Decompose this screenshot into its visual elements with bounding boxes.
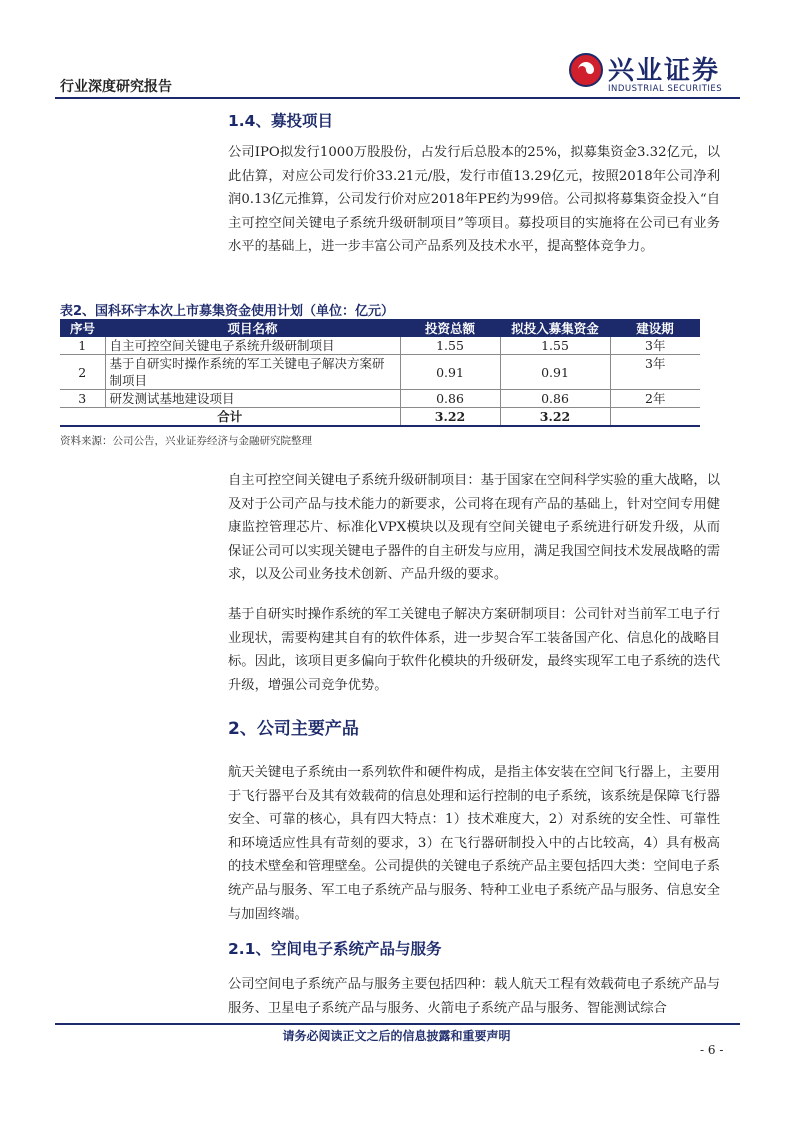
row-total-investment: 0.86 <box>400 390 500 408</box>
row-index: 1 <box>60 337 105 355</box>
footer-disclaimer: 请务必阅读正文之后的信息披露和重要声明 <box>282 1029 511 1043</box>
project-2-description: 基于自研实时操作系统的军工关键电子解决方案研制项目：公司针对当前军工电子行业现状，需要构建其自有的软件体系，进一步契合军工装备国产化、信息化的战略目标。因此，该项目更多偏向于软件化模块的升级研发，最终实现军工电子系统的迭代升级，增强公司竞争优势。 <box>228 607 720 693</box>
table-row <box>60 390 700 408</box>
total-build-period <box>610 408 700 427</box>
section-2-paragraph: 航天关键电子系统由一系列软件和硬件构成，是指主体安装在空间飞行器上，主要用于飞行器平台及其有效载荷的信息处理和运行控制的电子系统，该系统是保障飞行器安全、可靠的核心，具有四大特点：1）技术难度大，2）对系统的安全性、可靠性和环境适应性具有苛刻的要求，3）在飞行器研制投入中的占比较高，4）具有极高的技术壁垒和管理壁垒。公司提供的关键电子系统产品主要包括四大类：空间电子系统产品与服务、军工电子系统产品与服务、特种工业电子系统产品与服务、信息安全与加固终端。 <box>228 765 720 922</box>
table-title: 表2、国科环宇本次上市募集资金使用计划（单位：亿元） <box>60 304 395 319</box>
row-index: 3 <box>60 390 105 408</box>
col-header-index: 序号 <box>60 319 105 337</box>
logo-english: INDUSTRIAL SECURITIES <box>608 84 723 94</box>
row-project-name: 研发测试基地建设项目 <box>105 390 400 408</box>
row-build-period: 3年 <box>610 355 700 390</box>
table-total-row <box>60 408 700 427</box>
table-source-note: 资料来源：公司公告，兴业证券经济与金融研究院整理 <box>60 435 312 447</box>
table-row <box>60 355 700 390</box>
row-raised-funds: 0.91 <box>500 355 610 390</box>
table-header-row <box>60 319 700 337</box>
fund-usage-table <box>60 319 700 427</box>
section-title-2: 2、公司主要产品 <box>228 719 359 739</box>
col-header-project: 项目名称 <box>105 319 400 337</box>
col-header-total-investment: 投资总额 <box>400 319 500 337</box>
row-build-period: 2年 <box>610 390 700 408</box>
logo-mark-icon <box>568 52 604 88</box>
section-title-2-1: 2.1、空间电子系统产品与服务 <box>228 940 442 958</box>
row-raised-funds: 1.55 <box>500 337 610 355</box>
row-raised-funds: 0.86 <box>500 390 610 408</box>
row-total-investment: 1.55 <box>400 337 500 355</box>
project-1-description: 自主可控空间关键电子系统升级研制项目：基于国家在空间科学实验的重大战略，以及对于公司产品与技术能力的新要求，公司将在现有产品的基础上，针对空间专用健康监控管理芯片、标准化VPX模块以及现有空间关键电子系统进行研发升级，从而保证公司可以实现关键电子器件的自主研发与应用，满足我国空间技术发展战略的需求，以及公司业务技术创新、产品升级的要求。 <box>228 473 720 583</box>
footer-divider <box>55 1023 740 1025</box>
page-number: - 6 - <box>700 1043 724 1057</box>
col-header-raised-funds: 拟投入募集资金 <box>500 319 610 337</box>
row-project-name: 基于自研实时操作系统的军工关键电子解决方案研制项目 <box>105 355 400 390</box>
row-build-period: 3年 <box>610 337 700 355</box>
total-label: 合计 <box>60 408 400 427</box>
col-header-build-period: 建设期 <box>610 319 700 337</box>
company-logo <box>568 50 738 100</box>
header-divider <box>55 97 740 99</box>
logo-chinese: 兴业证券 <box>608 56 721 86</box>
section-1-4-paragraph: 公司IPO拟发行1000万股股份，占发行后总股本的25%，拟募集资金3.32亿元，以此估算，对应公司发行价33.21元/股，发行市值13.29亿元，按照2018年公司净利润0.13亿元推算，公司发行价对应2018年PE约为99倍。公司拟将募集资金投入“自主可控空间关键电子系统升级研制项目”等项目。募投项目的实施将在公司已有业务水平的基础上，进一步丰富公司产品系列及技术水平，提高整体竞争力。 <box>228 145 720 255</box>
report-type-label: 行业深度研究报告 <box>60 79 172 95</box>
row-project-name: 自主可控空间关键电子系统升级研制项目 <box>105 337 400 355</box>
section-title-1-4: 1.4、募投项目 <box>228 112 333 130</box>
table-row <box>60 337 700 355</box>
row-total-investment: 0.91 <box>400 355 500 390</box>
total-investment: 3.22 <box>400 408 500 427</box>
row-index: 2 <box>60 355 105 390</box>
section-2-1-paragraph: 公司空间电子系统产品与服务主要包括四种：载人航天工程有效载荷电子系统产品与服务、卫星电子系统产品与服务、火箭电子系统产品与服务、智能测试综合 <box>228 977 720 1016</box>
total-raised-funds: 3.22 <box>500 408 610 427</box>
